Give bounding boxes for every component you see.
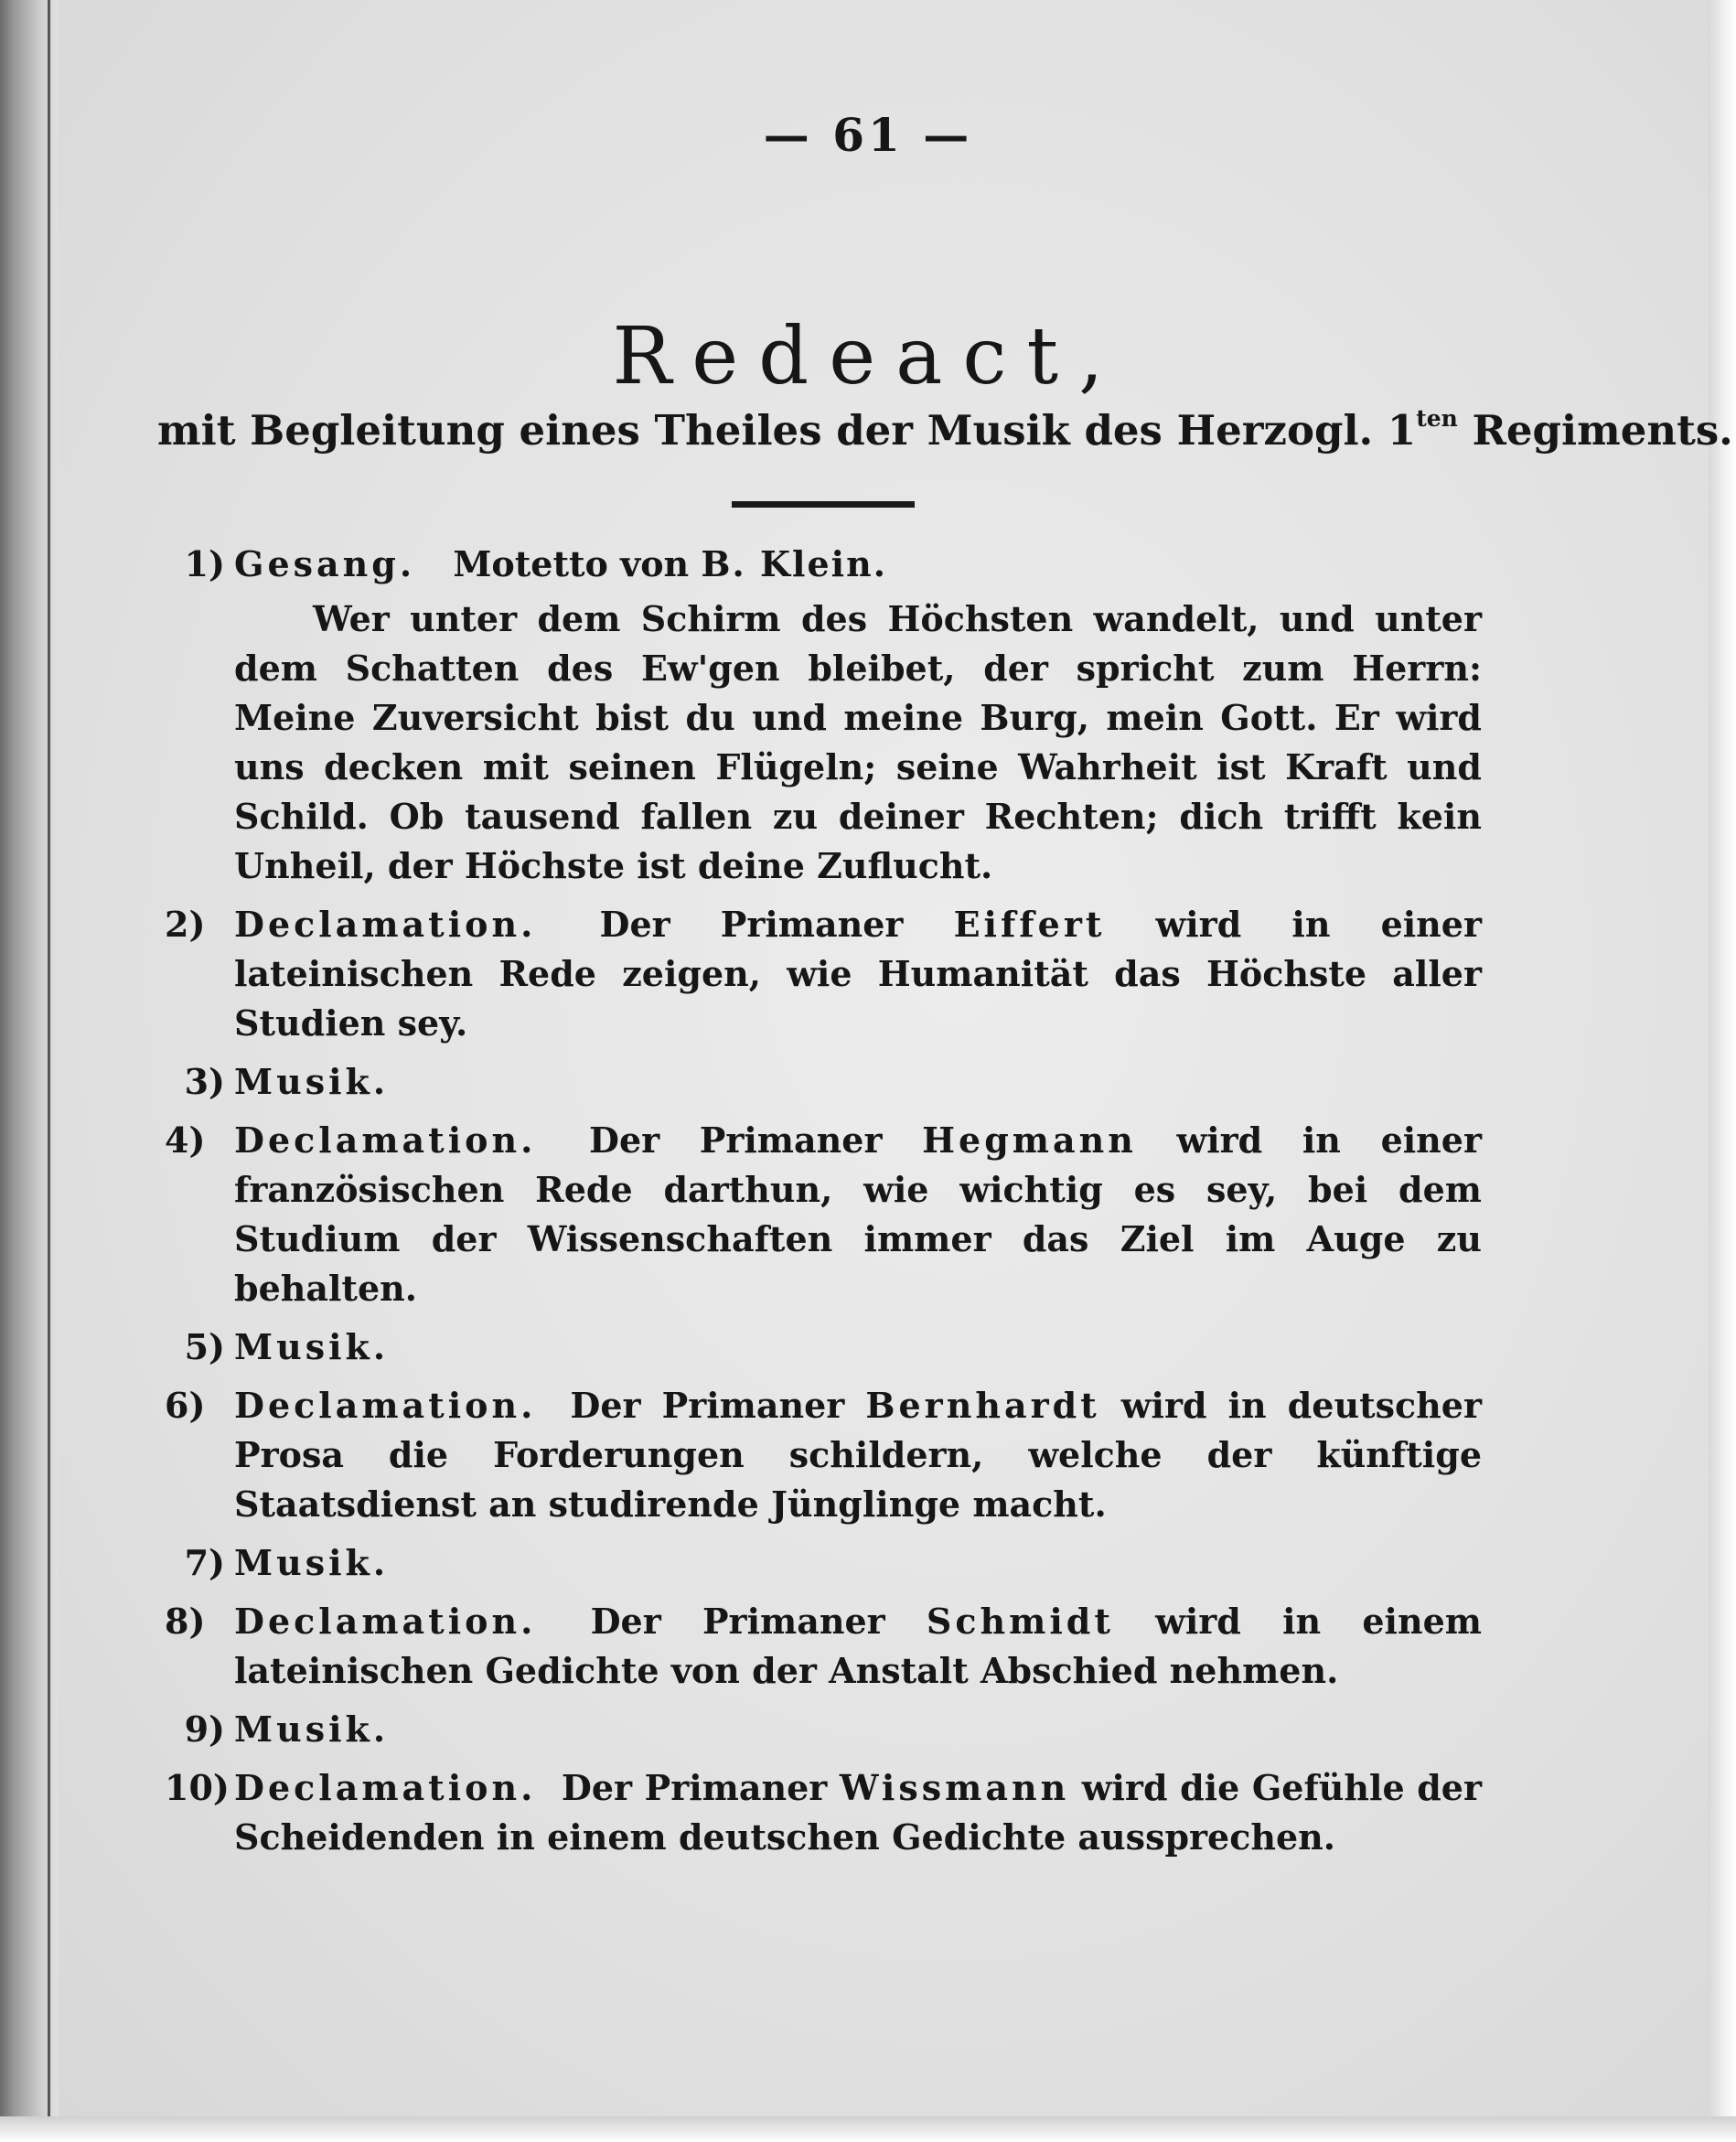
item-kind: Musik. — [234, 1326, 390, 1367]
item-kind: Musik. — [234, 1708, 390, 1750]
program-item-4 — [165, 1116, 1482, 1313]
page-subtitle — [157, 405, 1733, 455]
item-intro: Der Primaner — [589, 1119, 883, 1161]
item-number: 10) — [165, 1767, 230, 1808]
program-item-1 — [165, 540, 1482, 891]
item-kind: Declamation. — [234, 904, 537, 945]
item-number: 1) — [184, 543, 225, 584]
item-intro: Der Primaner — [590, 1601, 885, 1642]
item-psalm-text: Wer unter dem Schirm des Höchsten wandelt, und unter dem Schatten des Ew'gen bleibet, der spricht zum Herrn: Meine Zuversicht bist du und meine Burg, mein Gott. Er wird uns decken mit seinen Flügeln; seine Wahrheit ist Kraft und Schild. Ob tausend fallen zu deiner Rechten; dich trifft kein Unheil, der Höchste ist deine Zuflucht. — [234, 598, 1482, 886]
item-composer: B. Klein. — [701, 543, 887, 584]
program-item-10 — [165, 1763, 1482, 1862]
page-number: — 61 — — [763, 108, 973, 162]
program-item-9 — [165, 1705, 1482, 1754]
program-item-2 — [165, 900, 1482, 1048]
subtitle-text: mit Begleitung eines Theiles der Musik des Herzogl. — [157, 406, 1374, 455]
item-kind: Declamation. — [234, 1385, 537, 1426]
program-item-3 — [165, 1057, 1482, 1107]
item-kind: Declamation. — [234, 1601, 537, 1642]
item-number: 5) — [184, 1326, 225, 1367]
page-title: Redeact, — [612, 311, 1124, 402]
item-number: 6) — [165, 1385, 206, 1426]
program-item-5 — [165, 1323, 1482, 1372]
item-number: 4) — [165, 1119, 206, 1161]
program-list — [165, 540, 1482, 1871]
subtitle-regiment: Regiments. — [1472, 406, 1733, 455]
item-student-name: Bernhardt — [865, 1385, 1100, 1426]
item-text: wird in deutscher Prosa die Forderungen schildern, welche der künftige Staatsdienst an studirende Jünglinge macht. — [234, 1385, 1482, 1525]
subtitle-ordinal-suffix: ten — [1416, 405, 1458, 432]
item-text: wird in einem lateinischen Gedichte von der Anstalt Abschied nehmen. — [234, 1601, 1483, 1691]
program-item-6 — [165, 1381, 1482, 1529]
title-divider — [732, 501, 915, 508]
program-item-8 — [165, 1597, 1482, 1696]
item-intro: Der Primaner — [599, 904, 904, 945]
item-number: 9) — [184, 1708, 225, 1750]
program-item-7 — [165, 1538, 1482, 1588]
item-kind: Gesang. — [234, 543, 416, 584]
item-text: wird in einer französischen Rede darthun, wie wichtig es sey, bei dem Studium der Wissenschaften immer das Ziel im Auge zu behalten. — [234, 1119, 1483, 1309]
item-intro: Der Primaner — [570, 1385, 845, 1426]
item-text: wird in einer lateinischen Rede zeigen, wie Humanität das Höchste aller Studien sey. — [234, 904, 1483, 1044]
item-student-name: Hegmann — [922, 1119, 1137, 1161]
subtitle-ordinal: 1 — [1387, 406, 1417, 455]
page-bottom-edge — [0, 2116, 1736, 2142]
item-student-name: Wissmann — [839, 1767, 1070, 1808]
item-intro: Der Primaner — [561, 1767, 828, 1808]
item-student-name: Schmidt — [926, 1601, 1114, 1642]
item-kind: Musik. — [234, 1542, 390, 1583]
item-kind: Declamation. — [234, 1119, 537, 1161]
item-number: 3) — [184, 1061, 225, 1102]
item-student-name: Eiffert — [953, 904, 1106, 945]
item-text: wird die Gefühle der Scheidenden in einem deutschen Gedichte aussprechen. — [234, 1767, 1482, 1858]
item-number: 8) — [165, 1601, 206, 1642]
item-kind: Musik. — [234, 1061, 390, 1102]
item-number: 7) — [184, 1542, 225, 1583]
item-motetto: Motetto von — [453, 543, 690, 584]
item-number: 2) — [165, 904, 206, 945]
item-kind: Declamation. — [234, 1767, 537, 1808]
